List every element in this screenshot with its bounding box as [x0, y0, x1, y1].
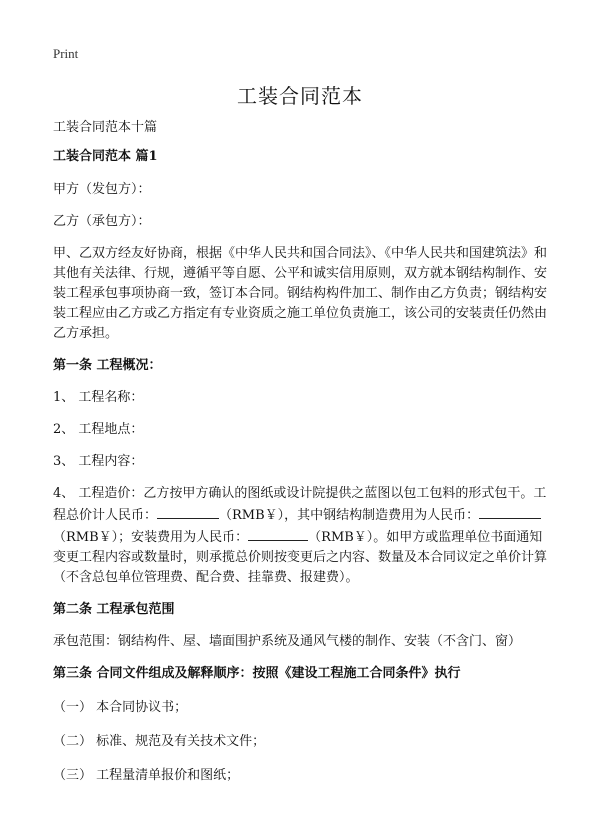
item4-text-part3: （RMB￥）；安装费用为人民币：	[53, 530, 249, 545]
party-a-line: 甲方（发包方）：	[53, 182, 151, 197]
item4-text-part1: 4、 工程造价：乙方按甲方确认的图纸或设计院提供之蓝图以包工包料的形式包干。工程总价计人民币：	[53, 486, 547, 523]
article2-scope: 承包范围：钢结构件、屋、墙面围护系统及通风气楼的制作、安装（不含门、窗）	[53, 634, 522, 649]
print-label: Print	[53, 46, 79, 61]
article1-item3: 3、 工程内容：	[53, 454, 144, 469]
document-subtitle: 工装合同范本十篇	[53, 120, 158, 135]
article3-item1: （一） 本合同协议书；	[53, 700, 188, 715]
blank-total-price	[157, 504, 219, 519]
article1-item1: 1、 工程名称：	[53, 390, 144, 405]
article3-heading: 第三条 合同文件组成及解释顺序：按照《建设工程施工合同条件》执行	[53, 666, 461, 681]
article3-item3: （三） 工程量清单报价和图纸；	[53, 768, 240, 783]
article2-heading: 第二条 工程承包范围	[53, 602, 175, 617]
article1-heading: 第一条 工程概况：	[53, 358, 162, 373]
party-b-line: 乙方（承包方）：	[53, 214, 151, 229]
article3-item2: （二） 标准、规范及有关技术文件；	[53, 734, 266, 749]
document-body	[53, 118, 553, 786]
blank-manufacture-fee	[479, 504, 541, 519]
blank-install-fee	[248, 526, 308, 541]
item4-text-part2: （RMB￥），其中钢结构制造费用为人民币：	[219, 508, 480, 523]
section-title: 工装合同范本 篇1	[53, 149, 158, 164]
document-title: 工装合同范本	[237, 84, 363, 108]
article1-item4	[53, 484, 553, 588]
article1-item2: 2、 工程地点：	[53, 422, 144, 437]
intro-paragraph: 甲、乙双方经友好协商，根据《中华人民共和国合同法》、《中华人民共和国建筑法》和其他有关法律、行规，遵循平等自愿、公平和诚实信用原则，双方就本钢结构制作、安装工程承包事项协商一致，签订本合同。钢结构构件加工、制作由乙方负责；钢结构安装工程应由乙方或乙方指定有专业资质之施工单位负责施工，该公司的安装责任仍然由乙方承担。	[53, 246, 548, 341]
item4-text-part4: （RMB￥）。如甲方或监理单位书面通知变更工程内容或数量时，则承揽总价则按变更后之内容、数量及本合同议定之单价计算（不含总包单位管理费、配合费、挂靠费、报建费）。	[53, 530, 548, 585]
